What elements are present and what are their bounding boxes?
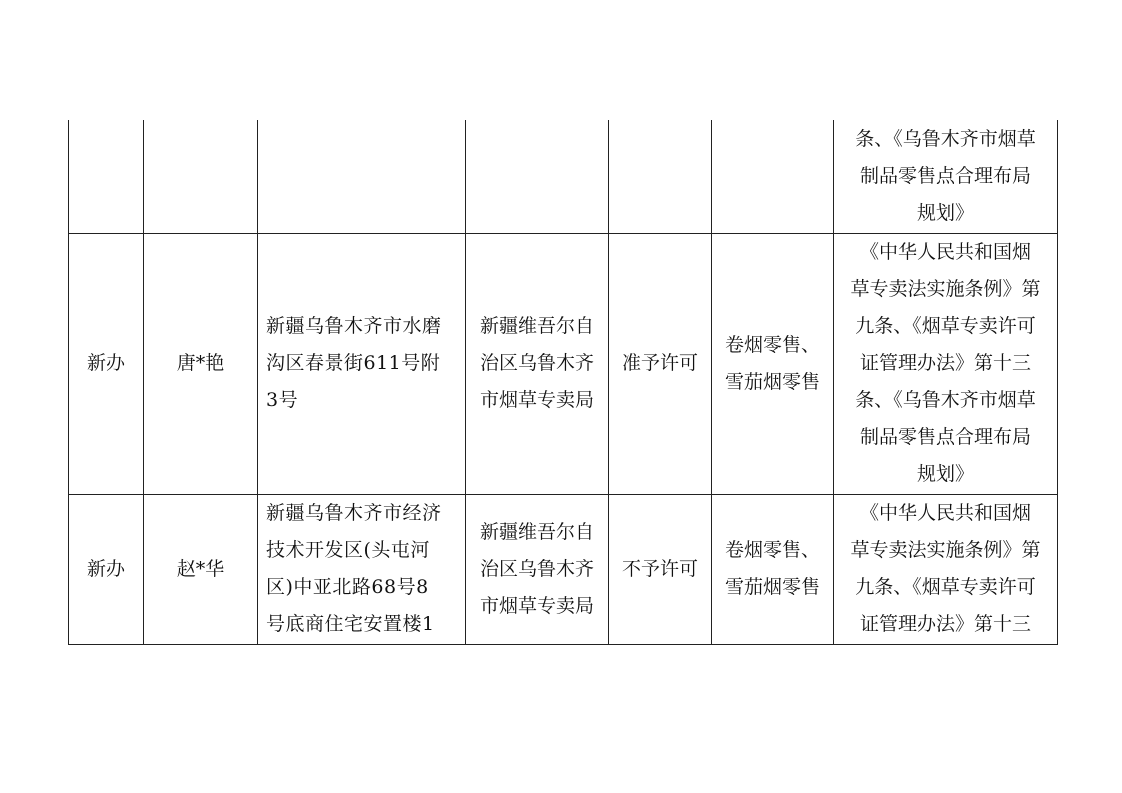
cell-address: 新疆乌鲁木齐市水磨 沟区春景街611号附 3号 [258, 233, 466, 494]
cell-scope: 卷烟零售、 雪茄烟零售 [712, 233, 834, 494]
cell-type: 新办 [69, 233, 144, 494]
table-row [69, 233, 1058, 494]
cell-decision: 准予许可 [609, 233, 712, 494]
cell-decision: 不予许可 [609, 494, 712, 644]
license-table [68, 120, 1058, 645]
table-row [69, 494, 1058, 644]
cell-basis: 条、《乌鲁木齐市烟草 制品零售点合理布局 规划》 [834, 120, 1058, 233]
cell-authority: 新疆维吾尔自 治区乌鲁木齐 市烟草专卖局 [466, 233, 609, 494]
cell-address: 新疆乌鲁木齐市经济 技术开发区(头屯河 区)中亚北路68号8 号底商住宅安置楼1 [258, 494, 466, 644]
cell-authority [466, 120, 609, 233]
cell-type [69, 120, 144, 233]
cell-basis: 《中华人民共和国烟 草专卖法实施条例》第 九条、《烟草专卖许可 证管理办法》第十三 条、《乌鲁木齐市烟草 制品零售点合理布局 规划》 [834, 233, 1058, 494]
cell-authority: 新疆维吾尔自 治区乌鲁木齐 市烟草专卖局 [466, 494, 609, 644]
cell-scope [712, 120, 834, 233]
cell-name: 赵*华 [144, 494, 258, 644]
cell-scope: 卷烟零售、 雪茄烟零售 [712, 494, 834, 644]
cell-decision [609, 120, 712, 233]
cell-name: 唐*艳 [144, 233, 258, 494]
cell-name [144, 120, 258, 233]
cell-address [258, 120, 466, 233]
cell-basis: 《中华人民共和国烟 草专卖法实施条例》第 九条、《烟草专卖许可 证管理办法》第十三 [834, 494, 1058, 644]
table-row [69, 120, 1058, 233]
cell-type: 新办 [69, 494, 144, 644]
